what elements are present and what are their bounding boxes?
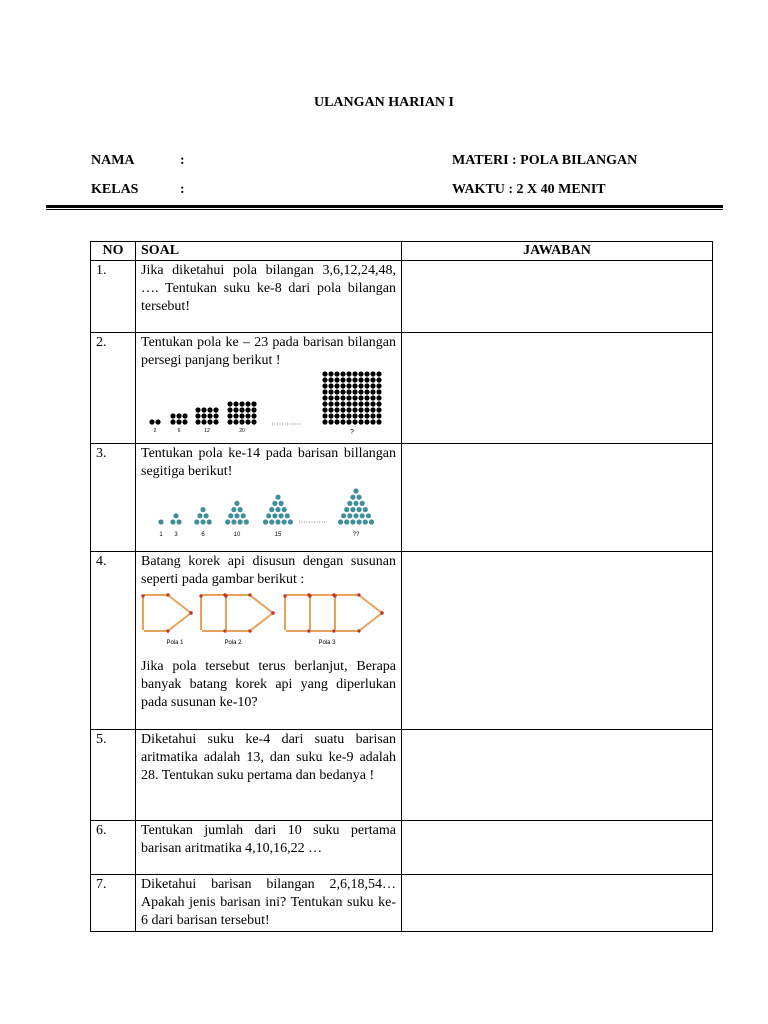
pattern-label: 15 bbox=[274, 532, 282, 538]
pattern-dot bbox=[245, 419, 250, 424]
pattern-dot bbox=[340, 419, 345, 424]
nama-label: NAMA bbox=[91, 153, 135, 168]
pattern-dot bbox=[195, 407, 200, 412]
matchstick-head bbox=[189, 611, 192, 614]
pattern-dot bbox=[350, 519, 355, 524]
answer-cell[interactable] bbox=[402, 875, 713, 932]
pattern-label: 2 bbox=[153, 428, 157, 434]
pattern-dot bbox=[346, 377, 351, 382]
pattern-dot bbox=[376, 401, 381, 406]
pattern-dot bbox=[279, 513, 284, 518]
pattern-dot bbox=[358, 407, 363, 412]
pattern-dot bbox=[352, 413, 357, 418]
pattern-dot bbox=[352, 377, 357, 382]
pattern-label: Pola 3 bbox=[318, 640, 336, 646]
answer-cell[interactable] bbox=[402, 444, 713, 552]
pattern-dot bbox=[266, 513, 271, 518]
pattern-dot bbox=[328, 395, 333, 400]
pattern-dot bbox=[269, 507, 274, 512]
question-number: 4. bbox=[91, 552, 136, 730]
matchstick-head bbox=[141, 594, 144, 597]
question-number: 1. bbox=[91, 261, 136, 333]
pattern-dot bbox=[353, 488, 358, 493]
pattern-dot bbox=[328, 389, 333, 394]
pattern-dot bbox=[275, 519, 280, 524]
pattern-dot bbox=[341, 513, 346, 518]
question-text: Batang korek api disusun dengan susunan seperti pada gambar berikut : bbox=[141, 554, 396, 587]
matchstick-head bbox=[224, 594, 227, 597]
pattern-dot bbox=[322, 401, 327, 406]
pattern-dot bbox=[364, 371, 369, 376]
pattern-dot bbox=[344, 519, 349, 524]
pattern-dot bbox=[364, 389, 369, 394]
pattern-dot bbox=[251, 401, 256, 406]
pattern-dot bbox=[328, 377, 333, 382]
pattern-dot bbox=[251, 407, 256, 412]
pattern-dot bbox=[364, 413, 369, 418]
pattern-dot bbox=[282, 519, 287, 524]
pattern-dot bbox=[370, 371, 375, 376]
pattern-dot bbox=[155, 419, 160, 424]
pattern-dot bbox=[357, 495, 362, 500]
pattern-dot bbox=[353, 513, 358, 518]
pattern-dot bbox=[251, 419, 256, 424]
pattern-dot bbox=[239, 419, 244, 424]
pattern-dot bbox=[357, 519, 362, 524]
pattern-dot bbox=[358, 389, 363, 394]
pattern-dot bbox=[200, 507, 205, 512]
answer-cell[interactable] bbox=[402, 730, 713, 821]
pattern-dot bbox=[279, 501, 284, 506]
pattern-dot bbox=[334, 407, 339, 412]
pattern-dot bbox=[364, 407, 369, 412]
pattern-dot bbox=[275, 495, 280, 500]
pattern-label: Pola 2 bbox=[224, 640, 242, 646]
header-rule-thin bbox=[46, 209, 723, 210]
pattern-dot bbox=[201, 419, 206, 424]
pattern-label: ?? bbox=[352, 532, 360, 538]
pattern-dot bbox=[207, 419, 212, 424]
question-table bbox=[90, 241, 713, 932]
pattern-dot bbox=[244, 519, 249, 524]
pattern-dot bbox=[245, 401, 250, 406]
pattern-dot bbox=[275, 507, 280, 512]
pattern-dot bbox=[352, 401, 357, 406]
pattern-label: Pola 1 bbox=[166, 640, 184, 646]
pattern-dot bbox=[334, 389, 339, 394]
question-number: 2. bbox=[91, 333, 136, 444]
pattern-dot bbox=[272, 513, 277, 518]
pattern-dot bbox=[227, 401, 232, 406]
question-number: 5. bbox=[91, 730, 136, 821]
question-number: 7. bbox=[91, 875, 136, 932]
pattern-dot bbox=[364, 401, 369, 406]
pattern-dot bbox=[370, 395, 375, 400]
answer-cell[interactable] bbox=[402, 552, 713, 730]
pattern-dot bbox=[340, 389, 345, 394]
pattern-dot bbox=[376, 389, 381, 394]
pattern-dot bbox=[233, 401, 238, 406]
matchstick-head bbox=[271, 611, 274, 614]
matchstick bbox=[360, 596, 382, 613]
pattern-dot bbox=[195, 413, 200, 418]
pattern-dot bbox=[352, 389, 357, 394]
pattern-dot bbox=[363, 519, 368, 524]
pattern-dot bbox=[358, 377, 363, 382]
pattern-label: 10 bbox=[233, 532, 241, 538]
pattern-dot bbox=[340, 407, 345, 412]
pattern-dot bbox=[322, 383, 327, 388]
pattern-dot bbox=[204, 513, 209, 518]
pattern-dot bbox=[182, 413, 187, 418]
pattern-dot bbox=[357, 507, 362, 512]
header-jawaban: JAWABAN bbox=[402, 242, 713, 261]
question-number: 6. bbox=[91, 821, 136, 875]
pattern-dot bbox=[353, 501, 358, 506]
matchstick bbox=[251, 613, 273, 630]
pattern-dot bbox=[176, 419, 181, 424]
rectangle-dot-pattern-figure bbox=[141, 370, 396, 442]
pattern-dot bbox=[322, 389, 327, 394]
pattern-dot bbox=[346, 389, 351, 394]
pattern-dot bbox=[225, 519, 230, 524]
pattern-label: 12 bbox=[204, 428, 210, 434]
pattern-dot bbox=[245, 407, 250, 412]
pattern-dot bbox=[149, 419, 154, 424]
matchstick-head bbox=[199, 594, 202, 597]
pattern-dot bbox=[269, 519, 274, 524]
pattern-dot bbox=[322, 413, 327, 418]
pattern-dot bbox=[176, 413, 181, 418]
pattern-dot bbox=[340, 395, 345, 400]
pattern-dot bbox=[340, 401, 345, 406]
pattern-dot bbox=[370, 377, 375, 382]
pattern-dot bbox=[182, 419, 187, 424]
pattern-dot bbox=[328, 383, 333, 388]
header-no: NO bbox=[91, 242, 136, 261]
pattern-dot bbox=[328, 401, 333, 406]
pattern-dot bbox=[358, 401, 363, 406]
pattern-dot bbox=[241, 513, 246, 518]
pattern-dot bbox=[346, 371, 351, 376]
pattern-dot bbox=[370, 407, 375, 412]
pattern-dot bbox=[346, 407, 351, 412]
pattern-dot bbox=[334, 413, 339, 418]
pattern-dot bbox=[352, 407, 357, 412]
pattern-dot bbox=[370, 419, 375, 424]
answer-cell[interactable] bbox=[402, 333, 713, 444]
pattern-dot bbox=[364, 419, 369, 424]
pattern-dot bbox=[177, 519, 182, 524]
matchstick bbox=[360, 613, 382, 630]
pattern-dot bbox=[227, 413, 232, 418]
pattern-dot bbox=[376, 371, 381, 376]
pattern-dot bbox=[370, 401, 375, 406]
triangle-dot-pattern-figure bbox=[141, 481, 396, 547]
pattern-dot bbox=[364, 377, 369, 382]
question-text: Tentukan jumlah dari 10 suku pertama barisan aritmatika 4,10,16,22 … bbox=[136, 821, 402, 875]
matchstick bbox=[169, 613, 191, 630]
pattern-dot bbox=[363, 507, 368, 512]
pattern-dot bbox=[347, 501, 352, 506]
pattern-dot bbox=[376, 419, 381, 424]
pattern-dot bbox=[170, 413, 175, 418]
kelas-label: KELAS bbox=[91, 182, 139, 197]
pattern-dot bbox=[231, 507, 236, 512]
pattern-dot bbox=[200, 519, 205, 524]
pattern-dot bbox=[334, 377, 339, 382]
pattern-dot bbox=[340, 371, 345, 376]
answer-cell[interactable] bbox=[402, 261, 713, 333]
pattern-dot bbox=[334, 395, 339, 400]
pattern-dot bbox=[227, 419, 232, 424]
pattern-dot bbox=[195, 419, 200, 424]
pattern-dot bbox=[322, 371, 327, 376]
header-soal: SOAL bbox=[136, 242, 402, 261]
pattern-dot bbox=[170, 419, 175, 424]
pattern-dot bbox=[350, 495, 355, 500]
pattern-dot bbox=[322, 377, 327, 382]
pattern-dot bbox=[369, 519, 374, 524]
pattern-dot bbox=[197, 513, 202, 518]
pattern-dot bbox=[227, 407, 232, 412]
pattern-dot bbox=[370, 383, 375, 388]
pattern-dot bbox=[376, 377, 381, 382]
pattern-dot bbox=[272, 501, 277, 506]
pattern-dot bbox=[201, 407, 206, 412]
pattern-dot bbox=[376, 407, 381, 412]
pattern-dot bbox=[376, 383, 381, 388]
pattern-dot bbox=[245, 413, 250, 418]
table-row bbox=[91, 261, 713, 333]
pattern-dot bbox=[263, 519, 268, 524]
pattern-dot bbox=[346, 413, 351, 418]
pattern-dot bbox=[233, 407, 238, 412]
pattern-dot bbox=[194, 519, 199, 524]
pattern-dot bbox=[352, 371, 357, 376]
nama-colon: : bbox=[180, 153, 185, 168]
pattern-dot bbox=[364, 395, 369, 400]
pattern-dot bbox=[322, 407, 327, 412]
pattern-dot bbox=[376, 413, 381, 418]
pattern-dot bbox=[346, 395, 351, 400]
pattern-dot bbox=[328, 407, 333, 412]
pattern-dot bbox=[334, 371, 339, 376]
pattern-dot bbox=[234, 513, 239, 518]
matchstick bbox=[251, 596, 273, 613]
pattern-dot bbox=[346, 401, 351, 406]
pattern-dot bbox=[334, 419, 339, 424]
pattern-dot bbox=[213, 413, 218, 418]
matchstick-pattern-figure bbox=[141, 589, 396, 653]
pattern-dot bbox=[370, 389, 375, 394]
pattern-dot bbox=[239, 407, 244, 412]
pattern-dot bbox=[344, 507, 349, 512]
pattern-dot bbox=[358, 371, 363, 376]
pattern-label: ? bbox=[350, 429, 354, 436]
pattern-dot bbox=[334, 401, 339, 406]
pattern-dot bbox=[233, 419, 238, 424]
pattern-label: 6 bbox=[201, 532, 205, 538]
pattern-dot bbox=[350, 507, 355, 512]
pattern-dot bbox=[358, 383, 363, 388]
pattern-dot bbox=[238, 519, 243, 524]
pattern-dot bbox=[158, 519, 163, 524]
table-row bbox=[91, 875, 713, 932]
pattern-dot bbox=[173, 513, 178, 518]
table-row bbox=[91, 821, 713, 875]
pattern-dot bbox=[376, 395, 381, 400]
pattern-dot bbox=[231, 519, 236, 524]
pattern-dot bbox=[207, 413, 212, 418]
question-text: Diketahui suku ke-4 dari suatu barisan aritmatika adalah 13, dan suku ke-9 adalah 28. Tentukan suku pertama dan bedanya ! bbox=[136, 730, 402, 821]
matchstick-head bbox=[308, 594, 311, 597]
pattern-dot bbox=[213, 419, 218, 424]
pattern-dot bbox=[346, 419, 351, 424]
matchstick-head bbox=[283, 594, 286, 597]
answer-cell[interactable] bbox=[402, 821, 713, 875]
pattern-dot bbox=[234, 501, 239, 506]
pattern-dot bbox=[366, 513, 371, 518]
pattern-label: 1 bbox=[159, 532, 163, 538]
question-text: Jika diketahui pola bilangan 3,6,12,24,48, …. Tentukan suku ke-8 dari pola bilangan tersebut! bbox=[136, 261, 402, 333]
pattern-dot bbox=[282, 507, 287, 512]
header-rule bbox=[46, 205, 723, 208]
pattern-dot bbox=[328, 419, 333, 424]
pattern-label: 6 bbox=[177, 428, 181, 434]
pattern-dot bbox=[360, 513, 365, 518]
matchstick-head bbox=[380, 611, 383, 614]
pattern-dot bbox=[328, 413, 333, 418]
table-row bbox=[91, 730, 713, 821]
pattern-dot bbox=[239, 413, 244, 418]
pattern-dot bbox=[228, 513, 233, 518]
pattern-dot bbox=[358, 413, 363, 418]
pattern-dot bbox=[338, 519, 343, 524]
pattern-dot bbox=[201, 413, 206, 418]
pattern-dot bbox=[328, 371, 333, 376]
pattern-dot bbox=[340, 377, 345, 382]
question-number: 3. bbox=[91, 444, 136, 552]
table-row bbox=[91, 444, 713, 552]
table-row bbox=[91, 552, 713, 730]
pattern-dot bbox=[170, 519, 175, 524]
table-header-row bbox=[91, 242, 713, 261]
matchstick bbox=[169, 596, 191, 613]
table-row bbox=[91, 333, 713, 444]
question-text: Tentukan pola ke – 23 pada barisan bilangan persegi panjang berikut ! bbox=[141, 335, 396, 368]
pattern-dot bbox=[239, 401, 244, 406]
pattern-dot bbox=[346, 383, 351, 388]
pattern-label: 20 bbox=[239, 428, 245, 434]
pattern-dot bbox=[340, 413, 345, 418]
question-text: Tentukan pola ke-14 pada barisan billangan segitiga berikut! bbox=[141, 446, 396, 479]
pattern-dot bbox=[360, 501, 365, 506]
pattern-dot bbox=[352, 395, 357, 400]
question-text: Diketahui barisan bilangan 2,6,18,54… Apakah jenis barisan ini? Tentukan suku ke-6 dari barisan tersebut! bbox=[136, 875, 402, 932]
materi-label: MATERI : POLA BILANGAN bbox=[452, 153, 638, 168]
pattern-dot bbox=[322, 395, 327, 400]
pattern-dot bbox=[364, 383, 369, 388]
pattern-dot bbox=[352, 383, 357, 388]
question-text-continued: Jika pola tersebut terus berlanjut, Berapa banyak batang korek api yang diperlukan pada susunan ke-10? bbox=[141, 659, 396, 710]
pattern-dot bbox=[251, 413, 256, 418]
pattern-dot bbox=[238, 507, 243, 512]
pattern-dot bbox=[233, 413, 238, 418]
pattern-label: 3 bbox=[174, 532, 178, 538]
pattern-dot bbox=[334, 383, 339, 388]
pattern-dot bbox=[288, 519, 293, 524]
pattern-dot bbox=[213, 407, 218, 412]
waktu-label: WAKTU : 2 X 40 MENIT bbox=[452, 182, 606, 197]
pattern-dot bbox=[358, 395, 363, 400]
kelas-colon: : bbox=[180, 182, 185, 197]
pattern-dot bbox=[285, 513, 290, 518]
pattern-dot bbox=[352, 419, 357, 424]
pattern-dot bbox=[340, 383, 345, 388]
pattern-dot bbox=[322, 419, 327, 424]
pattern-dot bbox=[347, 513, 352, 518]
pattern-dot bbox=[370, 413, 375, 418]
pattern-dot bbox=[358, 419, 363, 424]
matchstick-head bbox=[333, 594, 336, 597]
pattern-dot bbox=[207, 407, 212, 412]
page-title: ULANGAN HARIAN I bbox=[313, 95, 454, 110]
pattern-dot bbox=[207, 519, 212, 524]
